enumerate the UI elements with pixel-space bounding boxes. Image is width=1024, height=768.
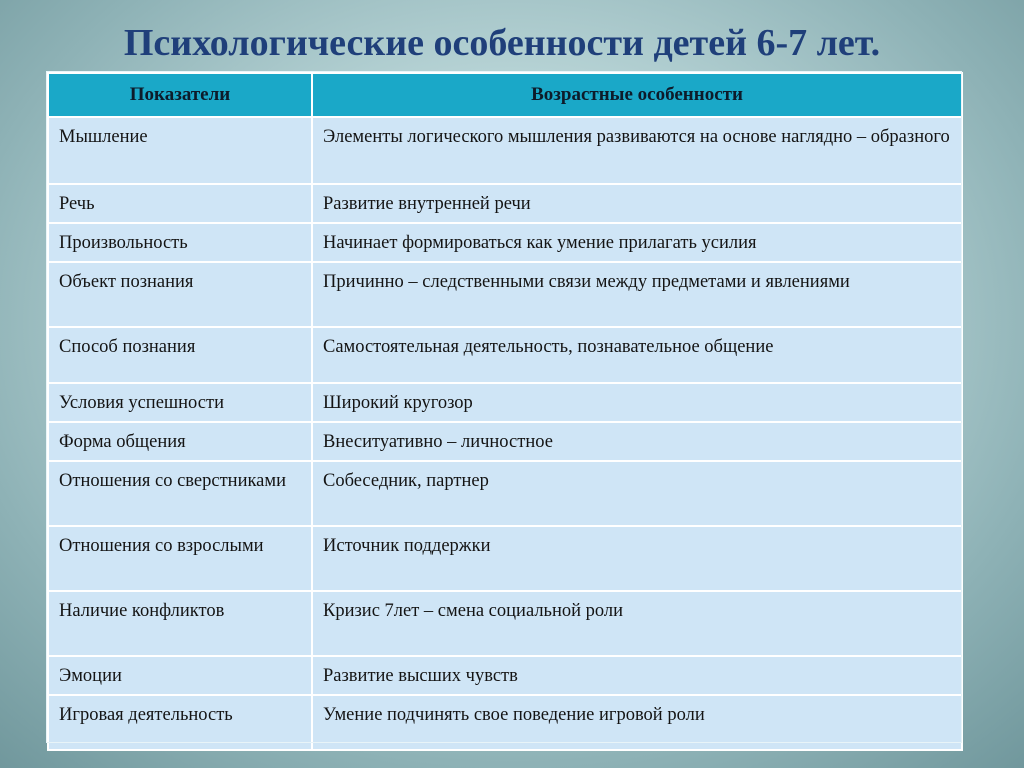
table-header-row	[48, 73, 962, 117]
table-row	[48, 656, 962, 695]
feature-cell: Развитие внутренней речи	[312, 184, 962, 223]
table-row	[48, 461, 962, 526]
feature-cell: Развитие высших чувств	[312, 656, 962, 695]
indicator-cell: Произвольность	[48, 223, 312, 262]
table-row	[48, 223, 962, 262]
feature-cell: Собеседник, партнер	[312, 461, 962, 526]
table-row	[48, 184, 962, 223]
table-row	[48, 327, 962, 383]
indicator-cell: Речь	[48, 184, 312, 223]
feature-cell: Широкий кругозор	[312, 383, 962, 422]
feature-cell: Внеситуативно – личностное	[312, 422, 962, 461]
feature-cell: Кризис 7лет – смена социальной роли	[312, 591, 962, 656]
header-age-features: Возрастные особенности	[312, 73, 962, 117]
indicator-cell: Способ познания	[48, 327, 312, 383]
feature-cell: Умение подчинять свое поведение игровой роли	[312, 695, 962, 750]
features-table-container	[47, 72, 961, 742]
feature-cell: Начинает формироваться как умение прилагать усилия	[312, 223, 962, 262]
indicator-cell: Форма общения	[48, 422, 312, 461]
indicator-cell: Игровая деятельность	[48, 695, 312, 750]
indicator-cell: Объект познания	[48, 262, 312, 327]
table-row	[48, 422, 962, 461]
table-row	[48, 262, 962, 327]
feature-cell: Элементы логического мышления развиваются на основе наглядно – образного	[312, 117, 962, 184]
features-table	[47, 72, 963, 751]
table-row	[48, 591, 962, 656]
feature-cell: Причинно – следственными связи между предметами и явлениями	[312, 262, 962, 327]
table-row	[48, 117, 962, 184]
table-row	[48, 526, 962, 591]
table-row	[48, 695, 962, 750]
indicator-cell: Условия успешности	[48, 383, 312, 422]
slide-title: Психологические особенности детей 6-7 лет.	[123, 22, 881, 64]
indicator-cell: Мышление	[48, 117, 312, 184]
feature-cell: Источник поддержки	[312, 526, 962, 591]
indicator-cell: Отношения со взрослыми	[48, 526, 312, 591]
table-row	[48, 383, 962, 422]
indicator-cell: Отношения со сверстниками	[48, 461, 312, 526]
header-indicators: Показатели	[48, 73, 312, 117]
indicator-cell: Наличие конфликтов	[48, 591, 312, 656]
indicator-cell: Эмоции	[48, 656, 312, 695]
feature-cell: Самостоятельная деятельность, познавательное общение	[312, 327, 962, 383]
